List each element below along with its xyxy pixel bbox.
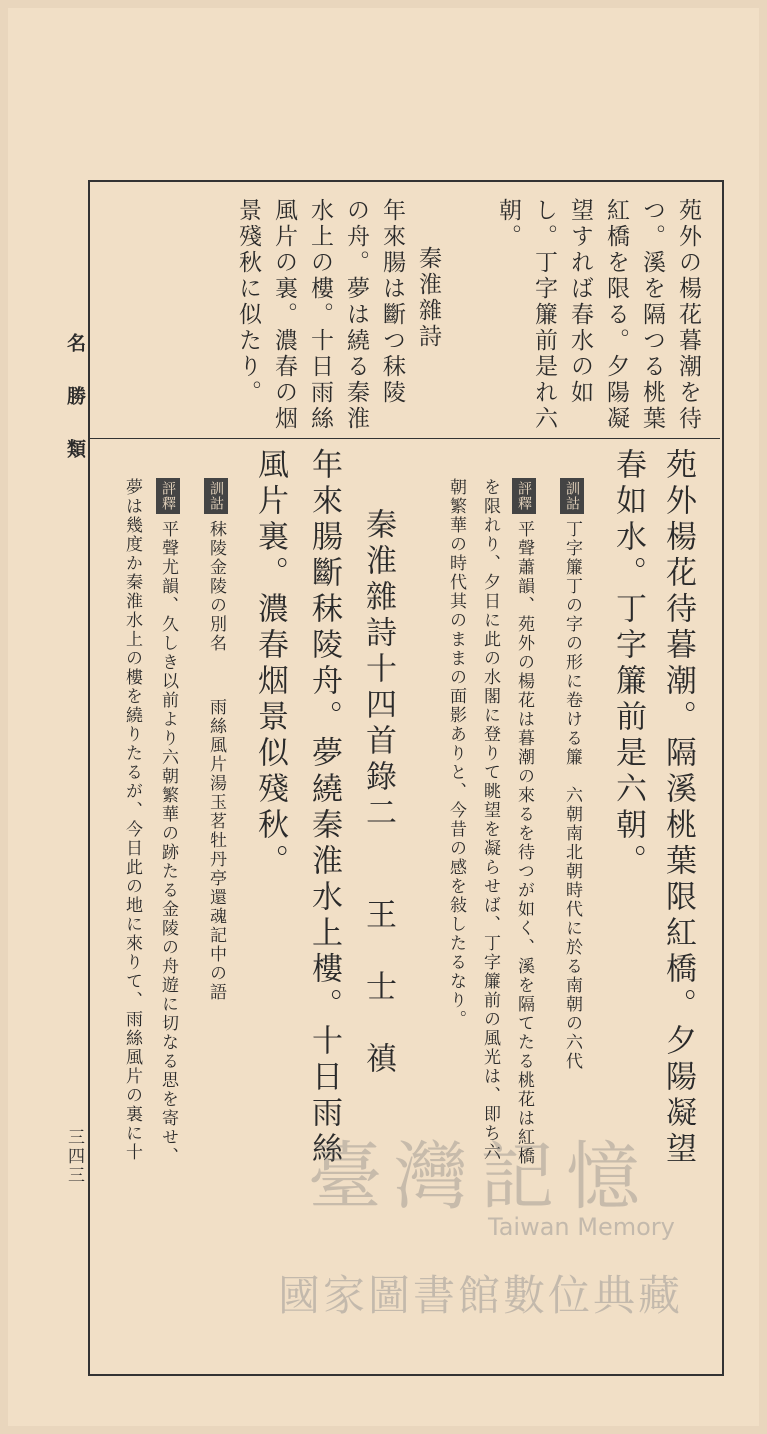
kunko2-label: 訓詁	[204, 478, 228, 514]
hyoshaku2-line1: 平聲尤韻、久しき以前より六朝繁華の跡たる金陵の舟遊に切なる思を寄せ、	[158, 520, 178, 1166]
hyoshaku2-line2: 夢は幾度か秦淮水上の樓を繞りたるが、今日此の地に來りて、雨絲風片の裏に十	[122, 478, 142, 1162]
poem2-line2: 風片裏。濃春烟景似殘秋。	[252, 448, 288, 880]
kunko1-label: 訓詁	[560, 478, 584, 514]
top-column: 年來腸は斷つ秣陵	[379, 198, 405, 406]
top-column: し。丁字簾前是れ六	[531, 198, 557, 432]
watermark-logo: 臺灣記憶	[308, 1134, 652, 1220]
top-poem-title: 秦淮雜詩	[415, 246, 441, 350]
top-translation-block	[148, 198, 708, 432]
top-column: 水上の樓。十日雨絲	[307, 198, 333, 432]
top-column: 朝。	[495, 198, 521, 250]
kunko1	[560, 478, 585, 1071]
top-column: 望すれば春水の如	[567, 198, 593, 406]
kunko1-text: 丁字簾丁の字の形に卷ける簾 六朝南北朝時代に於る南朝の六代	[562, 520, 582, 1071]
hyoshaku1-line1: 平聲蕭韻、苑外の楊花は暮潮の來るを待つが如く、溪を隔てたる桃花は紅橋	[514, 520, 534, 1166]
section-label: 名勝類	[64, 333, 86, 492]
book-page	[8, 8, 759, 1426]
poem2-author: 王 士 禛	[360, 898, 396, 1078]
hyoshaku1-line3: 朝繁華の時代其のままの面影ありと、今昔の感を敍したるなり。	[446, 478, 466, 1029]
page-number: 三四三	[64, 1128, 84, 1185]
kunko2	[204, 478, 229, 653]
top-column: つ。溪を隔つる桃葉	[639, 198, 665, 432]
kunko2-text1: 秣陵金陵の別名	[206, 520, 226, 653]
poem2-line1: 年來腸斷秣陵舟。夢繞秦淮水上樓。十日雨絲	[306, 448, 342, 1168]
top-column: 紅橋を限る。夕陽凝	[603, 198, 629, 432]
hyoshaku1-line2: を限れり、夕日に此の水閣に登りて眺望を凝らせば、丁字簾前の風光は、即ち六	[480, 478, 500, 1162]
poem1-line1: 苑外楊花待暮潮。隔溪桃葉限紅橋。夕陽凝望	[660, 448, 696, 1168]
poem1-line2: 春如水。丁字簾前是六朝。	[610, 448, 646, 880]
hyoshaku2	[156, 478, 181, 1166]
top-column: 景殘秋に似たり。	[235, 198, 261, 406]
kunko2-text2: 雨絲風片湯玉茗牡丹亭還魂記中の語	[206, 698, 226, 1002]
hyoshaku2-label: 評釋	[156, 478, 180, 514]
watermark-english: Taiwan Memory	[488, 1213, 675, 1241]
top-column: 風片の裏。濃春の烟	[271, 198, 297, 432]
top-column: 苑外の楊花暮潮を待	[675, 198, 701, 432]
top-column: の舟。夢は繞る秦淮	[343, 198, 369, 432]
hyoshaku1	[512, 478, 537, 1166]
watermark-chinese: 國家圖書館數位典藏	[278, 1271, 684, 1320]
hyoshaku1-label: 評釋	[512, 478, 536, 514]
poem2-title: 秦淮雜詩十四首錄二	[360, 508, 396, 832]
frame-divider	[88, 438, 720, 439]
